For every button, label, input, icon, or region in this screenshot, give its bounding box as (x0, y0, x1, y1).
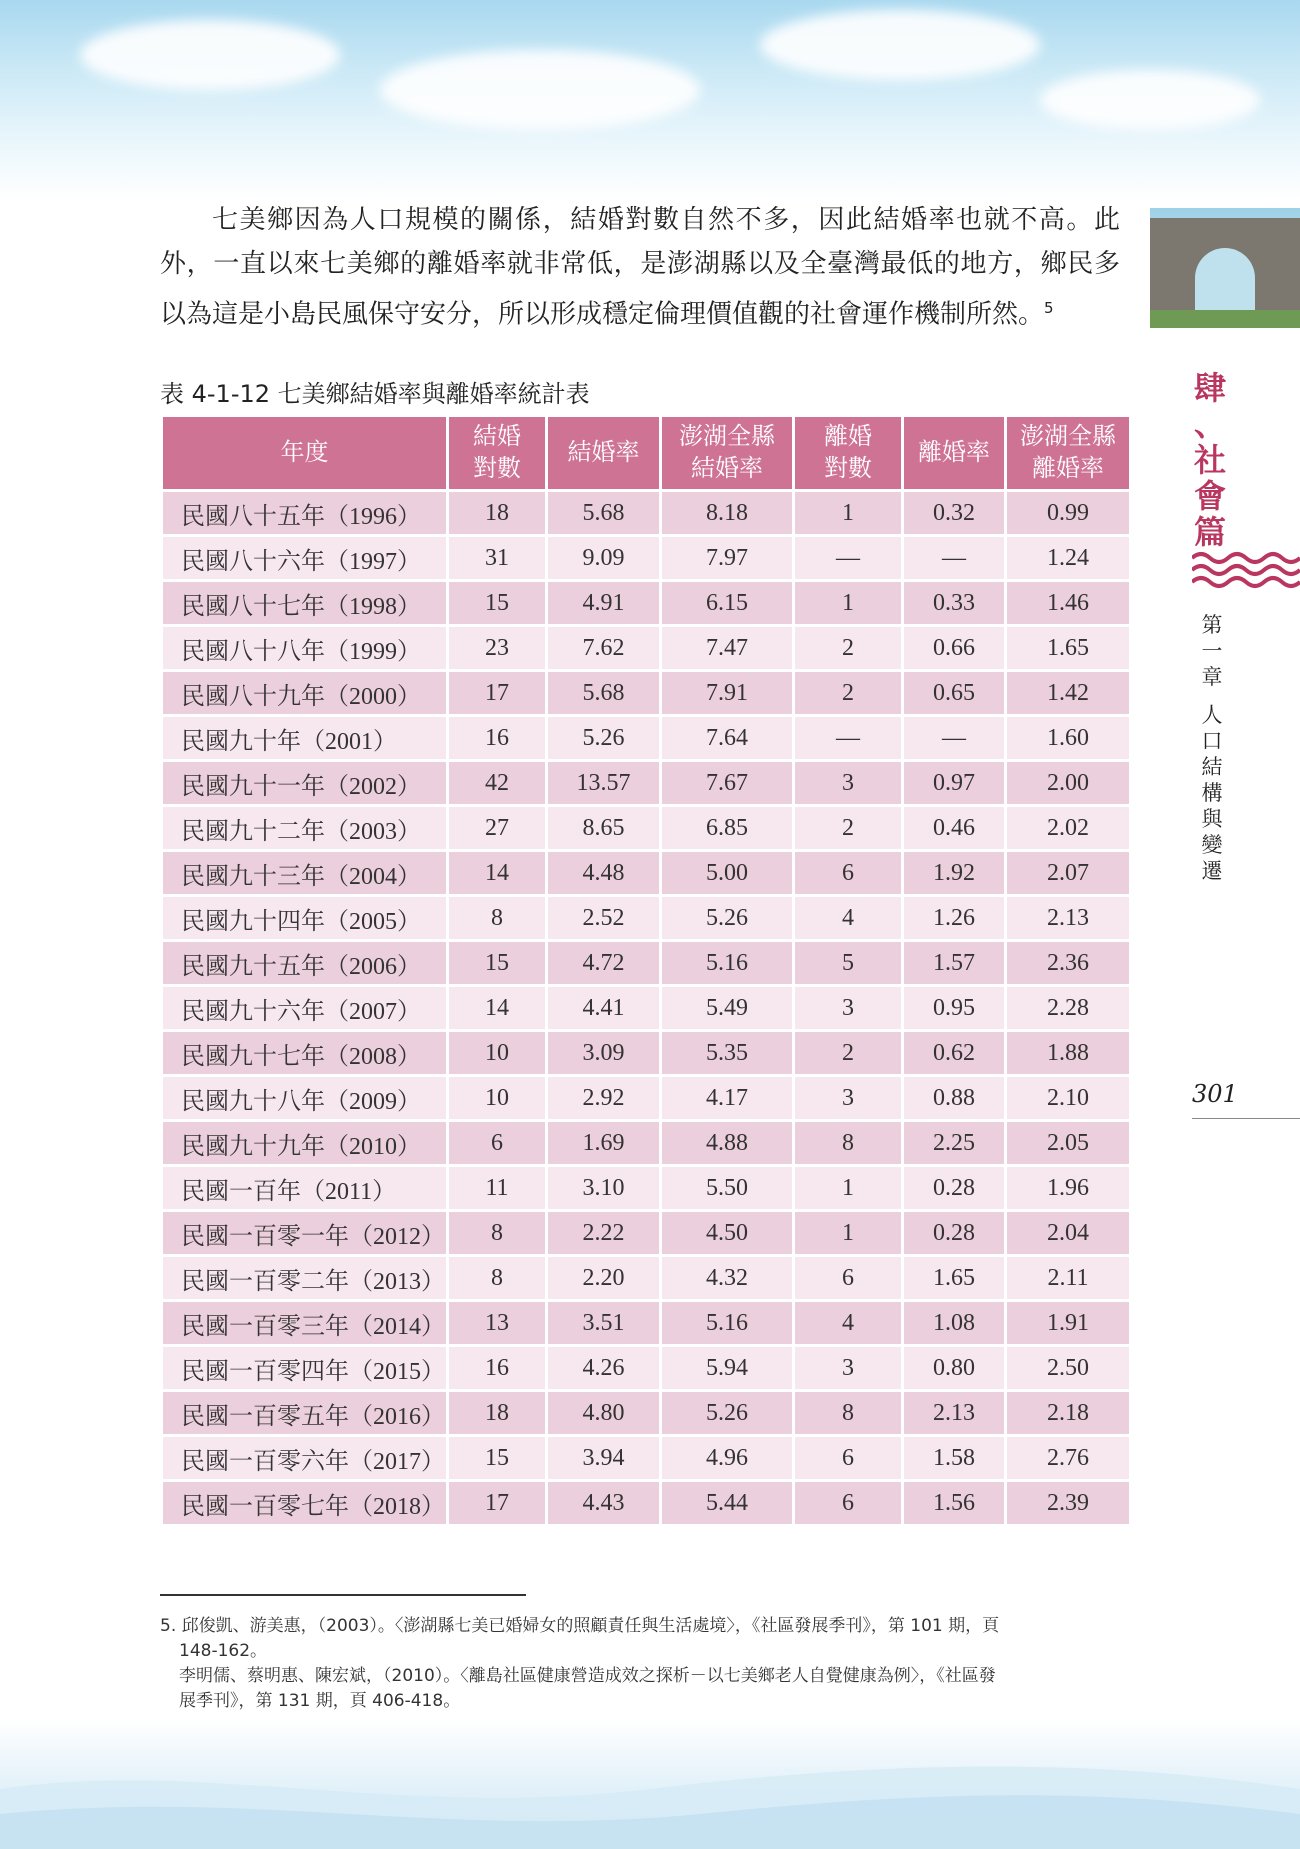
cell-county-divorce-rate: 2.36 (1007, 942, 1129, 984)
cell-county-divorce-rate: 2.28 (1007, 987, 1129, 1029)
cell-marriages: 11 (449, 1167, 545, 1209)
cell-marriages: 10 (449, 1077, 545, 1119)
cell-county-divorce-rate: 2.00 (1007, 762, 1129, 804)
table-row (163, 852, 1129, 894)
header-divorce-rate: 離婚率 (904, 417, 1004, 489)
cell-divorces: 1 (795, 1212, 901, 1254)
cell-marriage-rate: 8.65 (548, 807, 659, 849)
cell-divorce-rate: — (904, 537, 1004, 579)
cell-divorces: 4 (795, 897, 901, 939)
table-row (163, 537, 1129, 579)
cell-year: 民國九十二年（2003） (163, 807, 446, 849)
cell-divorce-rate: 2.25 (904, 1122, 1004, 1164)
cell-year: 民國一百零六年（2017） (163, 1437, 446, 1479)
cell-marriage-rate: 4.48 (548, 852, 659, 894)
cell-county-divorce-rate: 2.39 (1007, 1482, 1129, 1524)
table-row (163, 627, 1129, 669)
cell-divorce-rate: 0.33 (904, 582, 1004, 624)
cell-marriages: 18 (449, 492, 545, 534)
cell-divorce-rate: 0.88 (904, 1077, 1004, 1119)
cell-marriage-rate: 2.22 (548, 1212, 659, 1254)
cell-marriages: 15 (449, 582, 545, 624)
cell-divorces: 5 (795, 942, 901, 984)
cell-divorces: 2 (795, 627, 901, 669)
table-header-row (163, 417, 1129, 489)
cell-divorce-rate: 1.56 (904, 1482, 1004, 1524)
cell-county-marriage-rate: 5.49 (662, 987, 792, 1029)
cell-county-marriage-rate: 8.18 (662, 492, 792, 534)
cell-county-divorce-rate: 2.07 (1007, 852, 1129, 894)
cell-marriages: 13 (449, 1302, 545, 1344)
cell-county-divorce-rate: 1.46 (1007, 582, 1129, 624)
cell-county-marriage-rate: 7.91 (662, 672, 792, 714)
cell-year: 民國九十七年（2008） (163, 1032, 446, 1074)
cell-divorces: 6 (795, 1257, 901, 1299)
cell-marriage-rate: 1.69 (548, 1122, 659, 1164)
cell-marriage-rate: 7.62 (548, 627, 659, 669)
cell-marriages: 23 (449, 627, 545, 669)
cell-marriages: 42 (449, 762, 545, 804)
cell-county-marriage-rate: 5.50 (662, 1167, 792, 1209)
cell-county-divorce-rate: 1.91 (1007, 1302, 1129, 1344)
cell-county-marriage-rate: 7.64 (662, 717, 792, 759)
cell-year: 民國一百零一年（2012） (163, 1212, 446, 1254)
cell-marriages: 17 (449, 1482, 545, 1524)
cell-year: 民國九十年（2001） (163, 717, 446, 759)
cell-divorces: 2 (795, 1032, 901, 1074)
cell-year: 民國八十五年（1996） (163, 492, 446, 534)
cell-county-divorce-rate: 0.99 (1007, 492, 1129, 534)
sky-header-background (0, 0, 1300, 200)
table-row (163, 987, 1129, 1029)
cell-marriage-rate: 13.57 (548, 762, 659, 804)
paragraph-text: 七美鄉因為人口規模的關係，結婚對數自然不多，因此結婚率也就不高。此外，一直以來七美鄉的離婚率就非常低，是澎湖縣以及全臺灣最低的地方，鄉民多以為這是小島民風保守安分，所以形成穩定倫理價值觀的社會運作機制所然。 (160, 205, 1120, 330)
table-body (163, 492, 1129, 1524)
table-row (163, 897, 1129, 939)
cell-marriages: 8 (449, 1257, 545, 1299)
cell-divorce-rate: 0.65 (904, 672, 1004, 714)
section-title-vertical (1190, 370, 1230, 550)
cell-marriages: 14 (449, 987, 545, 1029)
table-row (163, 762, 1129, 804)
table-row (163, 672, 1129, 714)
cell-divorces: 1 (795, 582, 901, 624)
cell-marriage-rate: 4.80 (548, 1392, 659, 1434)
header-county-marriage-rate: 澎湖全縣 結婚率 (662, 417, 792, 489)
cell-year: 民國一百零三年（2014） (163, 1302, 446, 1344)
footnotes (160, 1614, 1122, 1714)
cell-county-marriage-rate: 4.17 (662, 1077, 792, 1119)
cell-county-marriage-rate: 4.88 (662, 1122, 792, 1164)
cell-marriage-rate: 2.92 (548, 1077, 659, 1119)
cell-marriage-rate: 3.10 (548, 1167, 659, 1209)
cell-county-divorce-rate: 2.04 (1007, 1212, 1129, 1254)
table-row (163, 1482, 1129, 1524)
header-year: 年度 (163, 417, 446, 489)
cell-county-marriage-rate: 7.47 (662, 627, 792, 669)
cell-divorces: 6 (795, 852, 901, 894)
cell-year: 民國一百零四年（2015） (163, 1347, 446, 1389)
cell-marriage-rate: 5.68 (548, 672, 659, 714)
cell-marriage-rate: 3.51 (548, 1302, 659, 1344)
cell-marriages: 27 (449, 807, 545, 849)
chapter-title-char: 構 (1201, 781, 1223, 805)
cell-county-marriage-rate: 5.44 (662, 1482, 792, 1524)
section-title-char: 、 (1193, 405, 1226, 443)
cell-divorces: 1 (795, 492, 901, 534)
cell-county-marriage-rate: 5.00 (662, 852, 792, 894)
cell-marriages: 16 (449, 1347, 545, 1389)
marriage-divorce-table (160, 414, 1132, 1527)
cell-county-marriage-rate: 5.16 (662, 1302, 792, 1344)
chapter-title-vertical (1198, 612, 1226, 884)
section-title-char: 會 (1193, 477, 1226, 515)
cell-marriage-rate: 4.41 (548, 987, 659, 1029)
cell-marriage-rate: 5.26 (548, 717, 659, 759)
cell-divorces: 2 (795, 807, 901, 849)
table-caption: 表 4-1-12 七美鄉結婚率與離婚率統計表 (160, 380, 590, 408)
cell-year: 民國九十四年（2005） (163, 897, 446, 939)
cell-county-marriage-rate: 5.26 (662, 897, 792, 939)
cell-year: 民國一百零七年（2018） (163, 1482, 446, 1524)
table-row (163, 1032, 1129, 1074)
cell-divorce-rate: 1.92 (904, 852, 1004, 894)
cell-county-marriage-rate: 5.26 (662, 1392, 792, 1434)
wave-footer-background (0, 1719, 1300, 1849)
page-number: 301 (1192, 1080, 1238, 1108)
page-number-rule (1192, 1118, 1300, 1119)
cell-divorce-rate: 0.97 (904, 762, 1004, 804)
body-paragraph (160, 198, 1120, 337)
cell-year: 民國九十三年（2004） (163, 852, 446, 894)
cell-county-divorce-rate: 1.65 (1007, 627, 1129, 669)
table-row (163, 717, 1129, 759)
cell-divorces: 3 (795, 1077, 901, 1119)
cell-county-divorce-rate: 2.05 (1007, 1122, 1129, 1164)
cell-divorces: 3 (795, 762, 901, 804)
cell-county-divorce-rate: 2.76 (1007, 1437, 1129, 1479)
cell-county-divorce-rate: 2.02 (1007, 807, 1129, 849)
stone-arch-photo (1150, 208, 1300, 328)
chapter-title-char: 變 (1201, 833, 1223, 857)
table-row (163, 1167, 1129, 1209)
table-row (163, 942, 1129, 984)
table-row (163, 807, 1129, 849)
cell-marriage-rate: 4.26 (548, 1347, 659, 1389)
cell-divorce-rate: 0.62 (904, 1032, 1004, 1074)
cell-marriage-rate: 5.68 (548, 492, 659, 534)
cell-marriages: 16 (449, 717, 545, 759)
cell-marriages: 8 (449, 897, 545, 939)
cell-county-divorce-rate: 2.11 (1007, 1257, 1129, 1299)
cell-county-marriage-rate: 7.97 (662, 537, 792, 579)
cell-marriage-rate: 2.20 (548, 1257, 659, 1299)
table-row (163, 1302, 1129, 1344)
header-marriages: 結婚 對數 (449, 417, 545, 489)
chapter-title-char: 口 (1201, 729, 1223, 753)
table-row (163, 582, 1129, 624)
cell-marriages: 15 (449, 1437, 545, 1479)
cell-marriage-rate: 4.43 (548, 1482, 659, 1524)
cell-marriages: 15 (449, 942, 545, 984)
cell-marriages: 17 (449, 672, 545, 714)
chapter-title-char: 人 (1201, 703, 1223, 727)
cell-divorce-rate: 1.57 (904, 942, 1004, 984)
section-title-char: 肆 (1193, 369, 1226, 407)
cell-divorce-rate: 1.65 (904, 1257, 1004, 1299)
cell-divorce-rate: 0.80 (904, 1347, 1004, 1389)
footnote-ref[interactable]: 5 (1044, 299, 1054, 317)
cell-divorces: 8 (795, 1122, 901, 1164)
cell-divorces: 6 (795, 1437, 901, 1479)
chapter-title-char: 與 (1201, 807, 1223, 831)
cell-divorce-rate: 0.46 (904, 807, 1004, 849)
cell-divorce-rate: 0.28 (904, 1167, 1004, 1209)
footnote-line: 展季刊》，第 131 期，頁 406-418。 (179, 1691, 461, 1711)
cell-marriages: 10 (449, 1032, 545, 1074)
cell-county-divorce-rate: 2.13 (1007, 897, 1129, 939)
cell-year: 民國一百年（2011） (163, 1167, 446, 1209)
table-row (163, 1257, 1129, 1299)
cell-divorces: 8 (795, 1392, 901, 1434)
chapter-title-char: 一 (1201, 639, 1223, 663)
cell-marriage-rate: 3.09 (548, 1032, 659, 1074)
cell-divorces: 2 (795, 672, 901, 714)
header-marriage-rate: 結婚率 (548, 417, 659, 489)
table-row (163, 1122, 1129, 1164)
cell-divorce-rate: 1.26 (904, 897, 1004, 939)
header-county-divorce-rate: 澎湖全縣 離婚率 (1007, 417, 1129, 489)
cell-marriage-rate: 9.09 (548, 537, 659, 579)
footnote-divider (160, 1594, 526, 1596)
cell-county-divorce-rate: 2.18 (1007, 1392, 1129, 1434)
cell-marriage-rate: 4.72 (548, 942, 659, 984)
cell-county-divorce-rate: 1.42 (1007, 672, 1129, 714)
cell-county-divorce-rate: 1.88 (1007, 1032, 1129, 1074)
chapter-title-char: 第 (1201, 613, 1223, 637)
cell-year: 民國九十六年（2007） (163, 987, 446, 1029)
cell-divorce-rate: 1.08 (904, 1302, 1004, 1344)
table-row (163, 1347, 1129, 1389)
cell-marriage-rate: 3.94 (548, 1437, 659, 1479)
cell-year: 民國八十七年（1998） (163, 582, 446, 624)
cell-divorces: 3 (795, 1347, 901, 1389)
wave-decoration-icon (1192, 550, 1300, 590)
table-row (163, 1392, 1129, 1434)
cell-county-divorce-rate: 2.50 (1007, 1347, 1129, 1389)
chapter-title-char: 章 (1201, 665, 1223, 689)
cell-marriage-rate: 2.52 (548, 897, 659, 939)
cell-county-marriage-rate: 5.16 (662, 942, 792, 984)
footnote-line: 李明儒、蔡明惠、陳宏斌，（2010）。〈離島社區健康營造成效之探析－以七美鄉老人自覺健康為例〉，《社區發 (179, 1666, 996, 1686)
cell-divorce-rate: 0.66 (904, 627, 1004, 669)
section-title-char: 篇 (1193, 513, 1226, 551)
cell-year: 民國九十五年（2006） (163, 942, 446, 984)
cell-year: 民國八十九年（2000） (163, 672, 446, 714)
cell-county-divorce-rate: 1.24 (1007, 537, 1129, 579)
cell-year: 民國九十九年（2010） (163, 1122, 446, 1164)
cell-county-marriage-rate: 5.94 (662, 1347, 792, 1389)
cell-divorce-rate: 2.13 (904, 1392, 1004, 1434)
cell-year: 民國九十八年（2009） (163, 1077, 446, 1119)
cell-divorce-rate: 0.95 (904, 987, 1004, 1029)
cell-county-marriage-rate: 6.15 (662, 582, 792, 624)
cell-county-divorce-rate: 1.60 (1007, 717, 1129, 759)
footnote-line: 148-162。 (179, 1641, 268, 1661)
cell-county-marriage-rate: 6.85 (662, 807, 792, 849)
cell-marriage-rate: 4.91 (548, 582, 659, 624)
table-row (163, 1212, 1129, 1254)
cell-divorces: 3 (795, 987, 901, 1029)
cell-divorce-rate: 0.32 (904, 492, 1004, 534)
cell-marriages: 14 (449, 852, 545, 894)
cell-marriages: 8 (449, 1212, 545, 1254)
cell-divorces: — (795, 537, 901, 579)
cell-divorce-rate: 1.58 (904, 1437, 1004, 1479)
cell-divorces: 6 (795, 1482, 901, 1524)
table-row (163, 1437, 1129, 1479)
cell-county-marriage-rate: 4.50 (662, 1212, 792, 1254)
chapter-title-char: 結 (1201, 755, 1223, 779)
chapter-title-char: 遷 (1201, 859, 1223, 883)
cell-divorces: 1 (795, 1167, 901, 1209)
cell-county-divorce-rate: 2.10 (1007, 1077, 1129, 1119)
cell-marriages: 6 (449, 1122, 545, 1164)
table-row (163, 1077, 1129, 1119)
section-title-char: 社 (1193, 441, 1226, 479)
cell-county-marriage-rate: 5.35 (662, 1032, 792, 1074)
cell-year: 民國八十六年（1997） (163, 537, 446, 579)
table-row (163, 492, 1129, 534)
cell-county-marriage-rate: 7.67 (662, 762, 792, 804)
cell-county-divorce-rate: 1.96 (1007, 1167, 1129, 1209)
cell-county-marriage-rate: 4.32 (662, 1257, 792, 1299)
cell-divorce-rate: 0.28 (904, 1212, 1004, 1254)
cell-year: 民國一百零二年（2013） (163, 1257, 446, 1299)
cell-divorces: — (795, 717, 901, 759)
cell-year: 民國九十一年（2002） (163, 762, 446, 804)
footnote-line: 5. 邱俊凱、游美惠，（2003）。〈澎湖縣七美已婚婦女的照顧責任與生活處境〉，《社區發展季刊》，第 101 期，頁 (160, 1616, 1000, 1636)
cell-divorces: 4 (795, 1302, 901, 1344)
cell-marriages: 18 (449, 1392, 545, 1434)
cell-county-marriage-rate: 4.96 (662, 1437, 792, 1479)
cell-marriages: 31 (449, 537, 545, 579)
header-divorces: 離婚 對數 (795, 417, 901, 489)
cell-year: 民國一百零五年（2016） (163, 1392, 446, 1434)
cell-year: 民國八十八年（1999） (163, 627, 446, 669)
cell-divorce-rate: — (904, 717, 1004, 759)
